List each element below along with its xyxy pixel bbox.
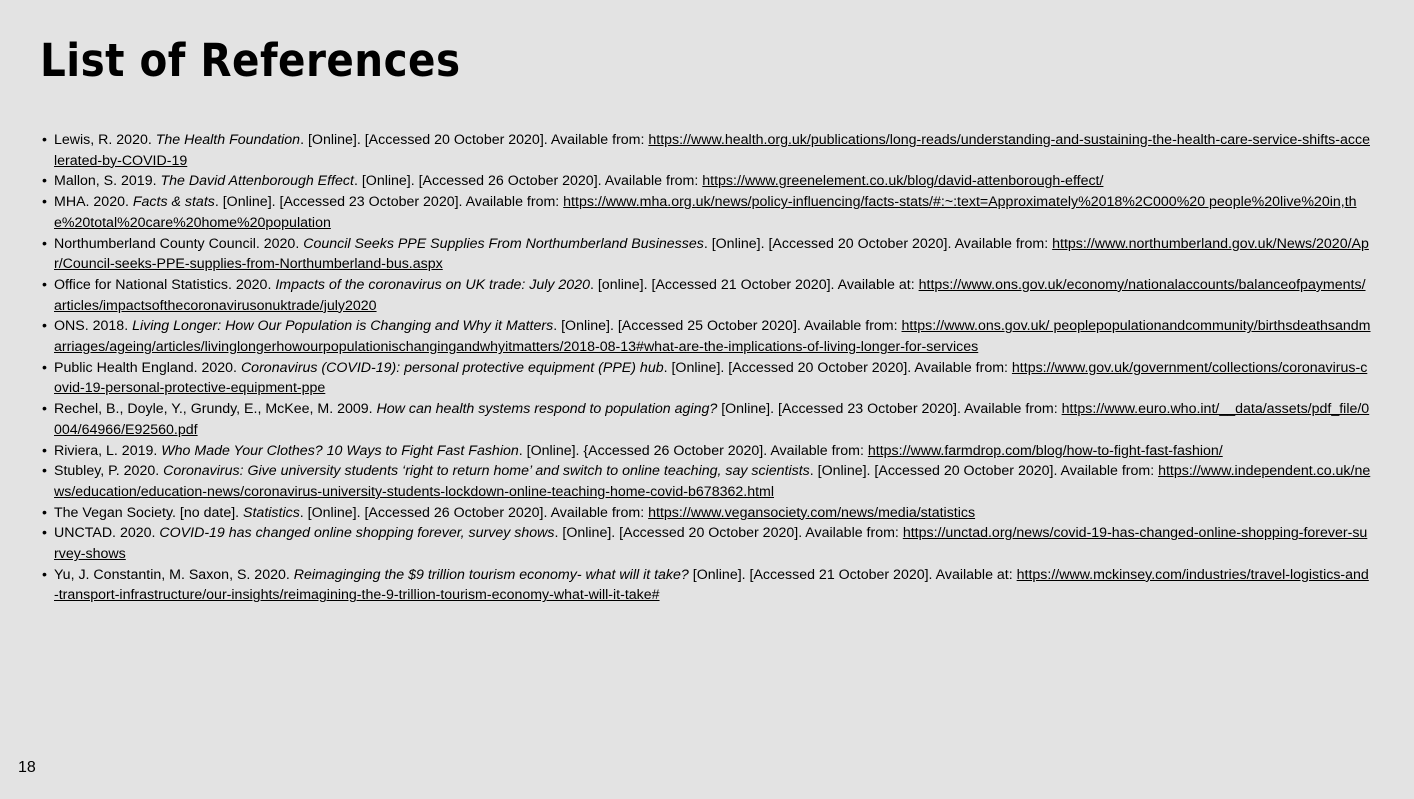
reference-link[interactable]: https://www.health.org.uk/publications/long-reads/understanding-and-sustaining-the-health-care-service-shifts-accelerated-by-COVID-19 bbox=[54, 132, 1370, 169]
reference-author-year: ONS. 2018. bbox=[54, 318, 133, 335]
reference-access-info: . [Online]. [Accessed 23 October 2020]. Available from: bbox=[214, 194, 564, 211]
reference-author-year: The Vegan Society. [no date]. bbox=[54, 504, 244, 521]
reference-title: COVID-19 has changed online shopping forever, survey shows bbox=[159, 525, 555, 542]
reference-author-year: Mallon, S. 2019. bbox=[54, 173, 161, 190]
reference-link[interactable]: https://www.gov.uk/government/collections/coronavirus-covid-19-personal-protective-equipment-ppe bbox=[54, 359, 1368, 397]
reference-title: The Health Foundation bbox=[155, 132, 301, 148]
reference-author-year: Northumberland County Council. 2020. bbox=[54, 235, 304, 252]
reference-title: Living Longer: How Our Population is Changing and Why it Matters bbox=[132, 318, 554, 335]
reference-item bbox=[42, 316, 1372, 357]
reference-access-info: . [Online]. {Accessed 26 October 2020]. Available from: bbox=[518, 442, 868, 459]
reference-link[interactable]: https://www.mckinsey.com/industries/travel-logistics-and-transport-infrastructure/our-insights/reimagining-the-9-trillion-tourism-economy-what-will-it-take# bbox=[54, 566, 1369, 604]
reference-item bbox=[42, 234, 1372, 275]
reference-link[interactable]: https://www.mha.org.uk/news/policy-influencing/facts-stats/#:~:text=Approximately%2018%2C000%20 people%20live%20in,the%20total%20care%20home%20population bbox=[54, 194, 1357, 231]
reference-item bbox=[42, 171, 1372, 192]
reference-author-year: Lewis, R. 2020. bbox=[54, 132, 156, 148]
reference-item bbox=[42, 565, 1372, 606]
reference-access-info: . [online]. [Accessed 21 October 2020]. Available at: bbox=[589, 276, 919, 293]
reference-access-info: . [Online]. [Accessed 20 October 2020]. Available from: bbox=[663, 359, 1012, 376]
reference-list bbox=[42, 130, 1372, 606]
reference-link[interactable]: https://www.northumberland.gov.uk/News/2020/Apr/Council-seeks-PPE-supplies-from-Northumberland-bus.aspx bbox=[54, 235, 1369, 273]
reference-author-year: Riviera, L. 2019. bbox=[54, 442, 162, 459]
reference-item bbox=[42, 275, 1372, 316]
reference-author-year: UNCTAD. 2020. bbox=[54, 525, 160, 542]
reference-access-info: . [Online]. [Accessed 20 October 2020]. Available from: bbox=[554, 525, 903, 542]
reference-link[interactable]: https://www.euro.who.int/__data/assets/pdf_file/0004/64966/E92560.pdf bbox=[54, 401, 1370, 438]
reference-link[interactable]: https://www.independent.co.uk/news/education/education-news/coronavirus-university-students-lockdown-online-teaching-home-covid-b678362.html bbox=[54, 463, 1371, 500]
reference-author-year: Office for National Statistics. 2020. bbox=[54, 276, 276, 293]
reference-link[interactable]: https://www.ons.gov.uk/ peoplepopulationandcommunity/birthsdeathsandmarriages/ageing/articles/livinglongerhowourpopulationischangingandwhyitmatters/2018-08-13#what-are-the-implications-of-living-longer-for-services bbox=[54, 318, 1371, 356]
reference-item bbox=[42, 461, 1372, 502]
reference-title: The David Attenborough Effect bbox=[160, 173, 354, 190]
reference-access-info: . [Online]. [Accessed 25 October 2020]. Available from: bbox=[553, 318, 902, 335]
reference-title: Who Made Your Clothes? 10 Ways to Fight Fast Fashion bbox=[161, 442, 519, 459]
reference-link[interactable]: https://www.vegansociety.com/news/media/statistics bbox=[648, 504, 976, 521]
reference-title: Coronavirus: Give university students ‘right to return home’ and switch to online teaching, say scientists bbox=[163, 463, 810, 480]
reference-title: Impacts of the coronavirus on UK trade: July 2020 bbox=[275, 276, 590, 293]
reference-title: Reimaginging the $9 trillion tourism economy- what will it take? bbox=[293, 566, 689, 583]
reference-title: How can health systems respond to population aging? bbox=[376, 401, 718, 418]
page-number: 18 bbox=[18, 759, 36, 776]
reference-access-info: [Online]. [Accessed 21 October 2020]. Available at: bbox=[688, 566, 1017, 583]
reference-author-year: Stubley, P. 2020. bbox=[54, 463, 164, 480]
reference-item bbox=[42, 399, 1372, 440]
reference-link[interactable]: https://www.ons.gov.uk/economy/nationalaccounts/balanceofpayments/articles/impactsofthecoronavirusonuktrade/july2020 bbox=[54, 276, 1366, 314]
reference-item bbox=[42, 523, 1372, 564]
reference-access-info: . [Online]. [Accessed 26 October 2020]. Available from: bbox=[353, 173, 703, 190]
reference-link[interactable]: https://www.greenelement.co.uk/blog/david-attenborough-effect/ bbox=[702, 173, 1104, 190]
reference-access-info: . [Online]. [Accessed 26 October 2020]. Available from: bbox=[299, 504, 649, 521]
reference-access-info: . [Online]. [Accessed 20 October 2020]. Available from: bbox=[809, 463, 1159, 480]
reference-author-year: Yu, J. Constantin, M. Saxon, S. 2020. bbox=[54, 566, 294, 583]
reference-author-year: Rechel, B., Doyle, Y., Grundy, E., McKee, M. 2009. bbox=[54, 401, 377, 418]
reference-title: Statistics bbox=[243, 504, 300, 521]
reference-author-year: Public Health England. 2020. bbox=[54, 359, 241, 376]
reference-title: Council Seeks PPE Supplies From Northumberland Businesses bbox=[303, 235, 704, 252]
reference-access-info: . [Online]. [Accessed 20 October 2020]. Available from: bbox=[703, 235, 1053, 252]
page-title: List of References bbox=[40, 34, 461, 87]
reference-access-info: . [Online]. [Accessed 20 October 2020]. Available from: bbox=[300, 132, 649, 148]
reference-item bbox=[42, 358, 1372, 399]
reference-link[interactable]: https://unctad.org/news/covid-19-has-changed-online-shopping-forever-survey-shows bbox=[54, 525, 1368, 563]
reference-item bbox=[42, 192, 1372, 233]
reference-title: Facts & stats bbox=[132, 194, 215, 211]
reference-link[interactable]: https://www.farmdrop.com/blog/how-to-fight-fast-fashion/ bbox=[867, 442, 1223, 459]
reference-item bbox=[42, 441, 1372, 462]
reference-title: Coronavirus (COVID-19): personal protective equipment (PPE) hub bbox=[240, 359, 664, 376]
reference-item bbox=[42, 503, 1372, 524]
reference-access-info: [Online]. [Accessed 23 October 2020]. Available from: bbox=[717, 401, 1062, 418]
reference-author-year: MHA. 2020. bbox=[54, 194, 133, 211]
reference-item bbox=[42, 130, 1372, 171]
